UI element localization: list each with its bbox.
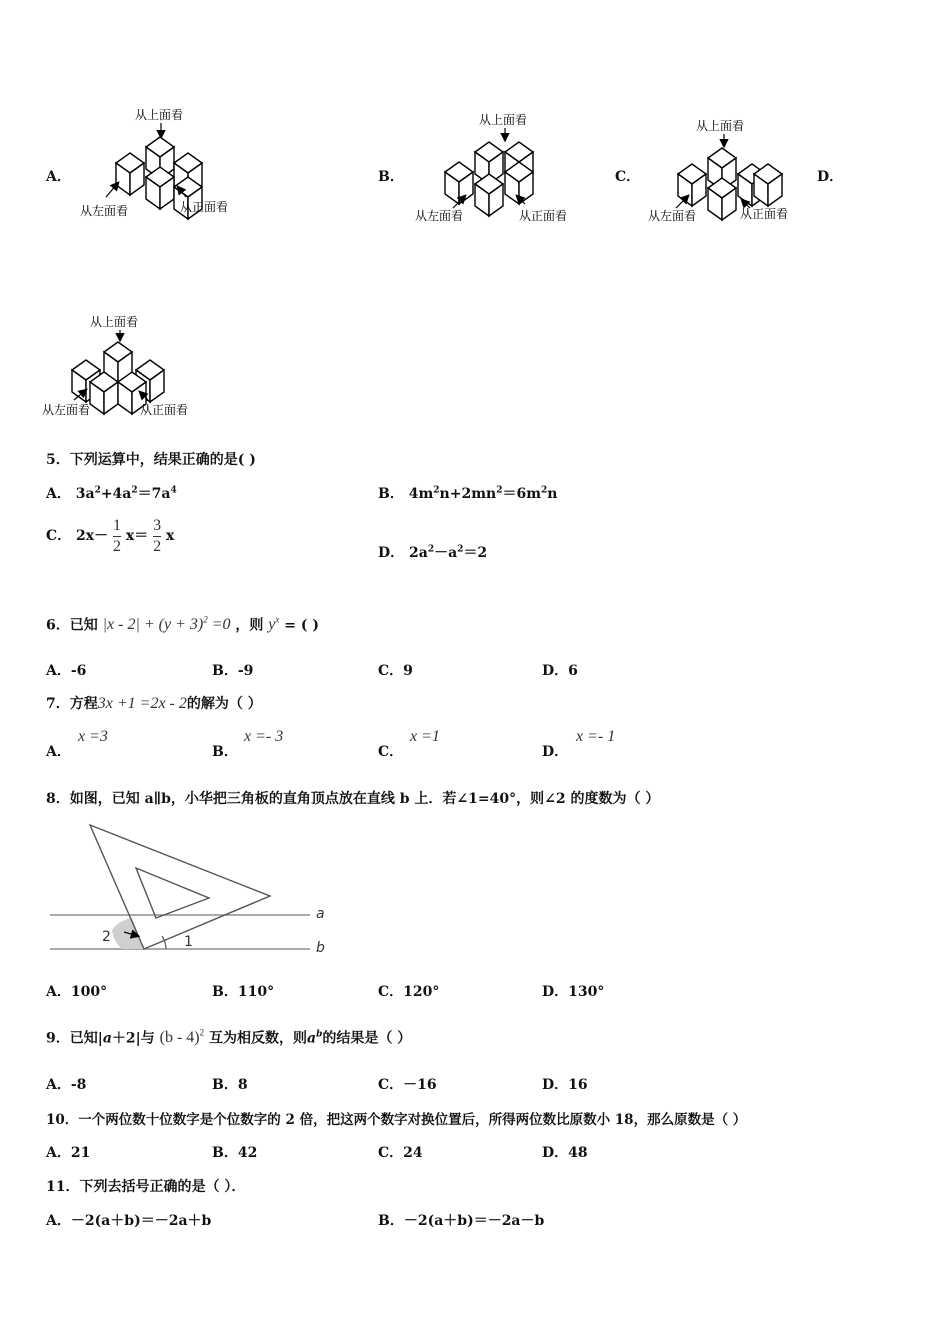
- label-angle-1: 1: [184, 934, 193, 950]
- q5-option-b: [378, 483, 557, 503]
- q7-option-b-letter: B．: [212, 744, 238, 760]
- q10-option-b: B．42: [212, 1145, 258, 1161]
- q5-c-post: x: [165, 528, 175, 544]
- label-b: b: [316, 940, 325, 956]
- label-front-view: 从正面看: [140, 403, 189, 417]
- q5-a-letter: A．: [46, 486, 71, 502]
- q6-stem: [46, 605, 319, 640]
- q10-option-d: D．48: [542, 1145, 588, 1161]
- parallel-lines-triangle: [46, 820, 346, 960]
- q4-option-b-figure: [413, 108, 588, 228]
- q6-power: $y^x$: [268, 615, 280, 634]
- q10-stem: 10．一个两位数十位数字是个位数字的 2 倍，把这两个数字对换位置后，所得两位数比原数小 18，那么原数是（ ）: [46, 1112, 747, 1128]
- cube-figure-d: [40, 312, 215, 424]
- q7-option-c-value: x =1: [410, 728, 440, 745]
- q7-option-b-value: x =- 3: [244, 728, 284, 745]
- q7-stem: 7．方程3x +1 =2x - 2的解为（ ）: [46, 695, 262, 712]
- q6-expression: $|x - 2| + (y + 3)^2 =0$: [102, 615, 231, 634]
- label-top-view: 从上面看: [696, 119, 745, 133]
- q4-option-c-letter: C．: [615, 169, 641, 185]
- q6-option-b: B．-9: [212, 663, 254, 679]
- q5-d-letter: D．: [378, 545, 405, 561]
- q6-option-c: C．9: [378, 663, 413, 679]
- q4-option-d-figure: [40, 312, 215, 424]
- q10-option-c: C．24: [378, 1145, 423, 1161]
- q5-option-a: [46, 483, 177, 503]
- q5-b-expr: $4m^2n+2mn^2=6m^2n$: [408, 485, 558, 502]
- q7-option-a-value: x =3: [78, 728, 108, 745]
- label-a: a: [316, 906, 325, 922]
- cube-figure-c: [646, 116, 816, 231]
- q4-option-c-figure: [646, 116, 816, 231]
- q8-option-d: D．130°: [542, 984, 605, 1000]
- q8-option-a: A．100°: [46, 984, 108, 1000]
- q5-b-letter: B．: [378, 486, 404, 502]
- q5-c-mid: x＝: [125, 528, 149, 544]
- label-front-view: 从正面看: [180, 200, 229, 214]
- q5-a-expr: $3a^2+4a^2=7a^4$: [75, 485, 177, 502]
- q7-option-d-letter: D．: [542, 744, 569, 760]
- q5-c-fraction-2: $\frac{3}{2}$: [153, 516, 162, 555]
- angle-1-arc: [162, 936, 166, 949]
- q6-prefix: 6．已知: [46, 617, 98, 634]
- q7-option-a-letter: A．: [46, 744, 71, 760]
- q10-option-a: A．21: [46, 1145, 91, 1161]
- q5-stem: 5．下列运算中，结果正确的是( ): [46, 452, 256, 468]
- q7-option-d-value: x =- 1: [576, 728, 616, 745]
- q5-option-d: [378, 542, 487, 562]
- q5-c-pre: 2x－: [76, 528, 109, 544]
- q11-stem: 11．下列去括号正确的是（ ）．: [46, 1179, 246, 1195]
- q5-option-c: [46, 514, 174, 558]
- q11-option-a: A．－2(a＋b)＝－2a＋b: [46, 1213, 212, 1229]
- q6-tail: = ( ): [284, 617, 319, 634]
- q9-stem: 9．已知|a＋2|与 (b - 4)$^2$ 互为相反数，则$a^b$的结果是（ ）: [46, 1028, 412, 1047]
- q8-figure: [46, 820, 346, 960]
- q7-equation: 3x +1 =2x - 2: [97, 695, 187, 712]
- label-top-view: 从上面看: [90, 315, 139, 329]
- q4-option-a-letter: A．: [46, 169, 71, 185]
- label-front-view: 从正面看: [519, 209, 568, 223]
- q5-c-fraction-1: $\frac{1}{2}$: [113, 516, 121, 555]
- q6-option-d: D．6: [542, 663, 578, 679]
- label-left-view: 从左面看: [80, 204, 129, 218]
- q9-option-c: C．－16: [378, 1077, 437, 1093]
- label-front-view: 从正面看: [740, 207, 789, 221]
- cube-figure-b: [413, 108, 588, 228]
- q6-middle: ，则: [235, 617, 264, 634]
- q8-stem: 8．如图，已知 a∥b，小华把三角板的直角顶点放在直线 b 上．若∠1=40°，则∠2 的度数为（ ）: [46, 791, 660, 807]
- q4-option-d-letter: D．: [817, 169, 844, 185]
- label-top-view: 从上面看: [479, 113, 528, 127]
- q7-option-c-letter: C．: [378, 744, 404, 760]
- q5-c-letter: C．: [46, 528, 72, 544]
- q9-option-d: D．16: [542, 1077, 588, 1093]
- label-left-view: 从左面看: [648, 209, 697, 223]
- cube-figure-a: [78, 103, 248, 223]
- q6-option-a: A．-6: [46, 663, 87, 679]
- label-top-view: 从上面看: [135, 108, 184, 122]
- triangle-inner: [136, 868, 209, 918]
- q11-option-b: B．－2(a＋b)＝－2a－b: [378, 1213, 545, 1229]
- label-angle-2: 2: [102, 929, 111, 945]
- q9-expression: (b - 4)$^2$: [159, 1028, 205, 1047]
- q8-option-b: B．110°: [212, 984, 275, 1000]
- q5-d-expr: $2a^2-a^2=2$: [409, 544, 488, 561]
- q4-option-a-figure: [78, 103, 248, 223]
- q4-option-b-letter: B．: [378, 169, 404, 185]
- label-left-view: 从左面看: [415, 209, 464, 223]
- q9-option-b: B．8: [212, 1077, 248, 1093]
- q8-option-c: C．120°: [378, 984, 440, 1000]
- label-left-view: 从左面看: [42, 403, 91, 417]
- q9-option-a: A．-8: [46, 1077, 87, 1093]
